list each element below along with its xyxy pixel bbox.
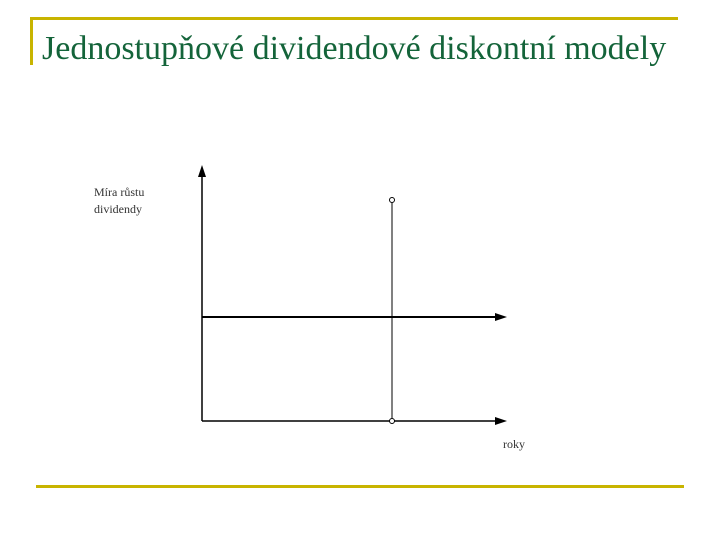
x-axis-label: roky	[503, 437, 525, 451]
slide-title: Jednostupňové dividendové diskontní modely	[42, 30, 667, 67]
bottom-border-line	[36, 485, 684, 488]
growth-line-arrowhead	[495, 313, 507, 321]
top-marker-point	[390, 198, 395, 203]
y-axis-arrowhead	[198, 165, 206, 177]
x-axis-arrowhead	[495, 417, 507, 425]
y-axis-label: Míra růstu dividendy	[94, 185, 145, 216]
bottom-marker-point	[390, 419, 395, 424]
